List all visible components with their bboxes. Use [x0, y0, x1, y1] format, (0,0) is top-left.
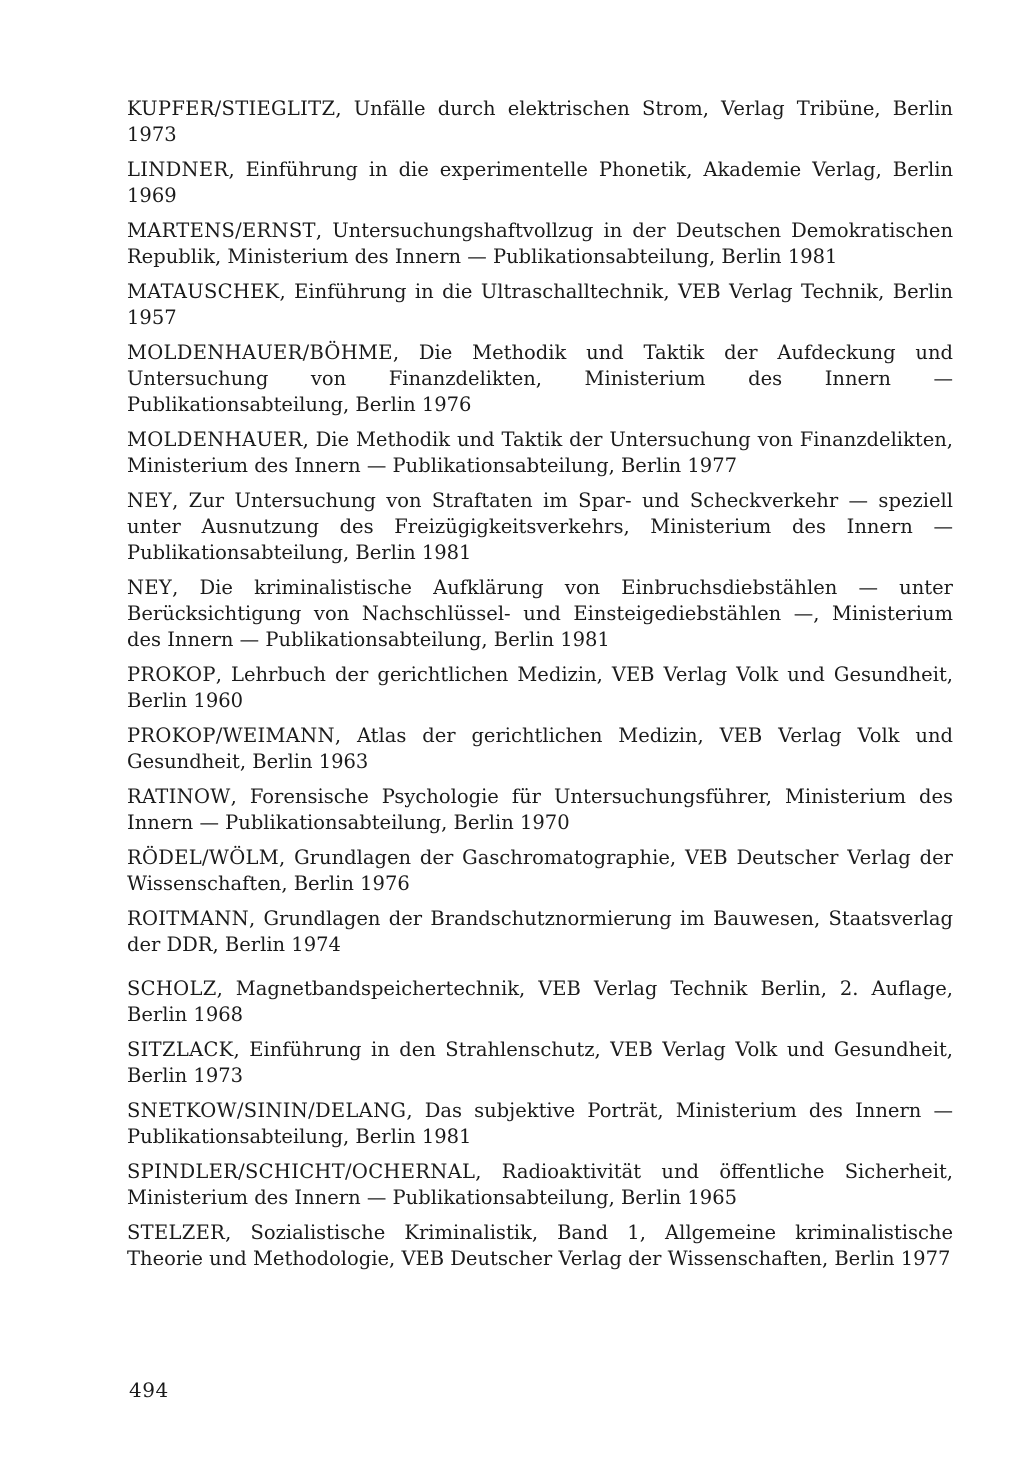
entry-title: Magnetbandspeichertechnik, VEB Verlag Technik Berlin, 2. Auflage, Berlin 1968: [127, 977, 953, 1026]
entry-author: RATINOW: [127, 785, 231, 808]
entry-author: SNETKOW/SININ/DELANG: [127, 1099, 407, 1122]
bibliography-entry: MOLDENHAUER/BÖHME, Die Methodik und Taktik der Aufdeckung und Untersuchung von Finanzdelikten, Ministerium des Innern — Publikationsabteilung, Berlin 1976: [127, 341, 953, 416]
bibliography-entry: SITZLACK, Einführung in den Strahlenschutz, VEB Verlag Volk und Gesundheit, Berlin 1973: [127, 1038, 953, 1087]
bibliography-entry: SNETKOW/SININ/DELANG, Das subjektive Porträt, Ministerium des Innern — Publikationsabteilung, Berlin 1981: [127, 1099, 953, 1148]
entry-author: RÖDEL/WÖLM: [127, 846, 280, 869]
bibliography-entry: MARTENS/ERNST, Untersuchungshaftvollzug in der Deutschen Demokratischen Republik, Ministerium des Innern — Publikationsabteilung, Berlin 1981: [127, 219, 953, 268]
entry-author: MOLDENHAUER/BÖHME: [127, 341, 393, 364]
entry-author: PROKOP: [127, 663, 216, 686]
entry-author: MATAUSCHEK: [127, 280, 280, 303]
entry-author: STELZER: [127, 1221, 226, 1244]
entry-title: Einführung in die Ultraschalltechnik, VEB Verlag Technik, Berlin 1957: [127, 280, 953, 329]
entry-author: LINDNER: [127, 158, 229, 181]
entry-title: Das subjektive Porträt, Ministerium des Innern — Publikationsabteilung, Berlin 1981: [127, 1099, 953, 1148]
entry-author: NEY: [127, 489, 173, 512]
entry-author: NEY: [127, 576, 173, 599]
entry-author: SITZLACK: [127, 1038, 234, 1061]
entry-author: ROITMANN: [127, 907, 249, 930]
bibliography-list: [127, 96, 953, 1281]
entry-author: SPINDLER/SCHICHT/OCHERNAL: [127, 1160, 476, 1183]
bibliography-entry: MOLDENHAUER, Die Methodik und Taktik der Untersuchung von Finanzdelikten, Ministerium des Innern — Publikationsabteilung, Berlin 1977: [127, 428, 953, 477]
entry-title: Forensische Psychologie für Untersuchungsführer, Ministerium des Innern — Publikationsabteilung, Berlin 1970: [127, 785, 953, 834]
bibliography-entry: NEY, Zur Untersuchung von Straftaten im Spar- und Scheckverkehr — speziell unter Ausnutzung des Freizügigkeitsverkehrs, Ministerium des Innern — Publikationsabteilung, Berlin 1981: [127, 489, 953, 564]
entry-title: Zur Untersuchung von Straftaten im Spar- und Scheckverkehr — speziell unter Ausnutzung des Freizügigkeitsverkehrs, Ministerium des Innern — Publikationsabteilung, Berlin 1981: [127, 489, 953, 564]
entry-author: MOLDENHAUER: [127, 428, 303, 451]
entry-title: Einführung in die experimentelle Phonetik, Akademie Verlag, Berlin 1969: [127, 158, 953, 207]
bibliography-entry: ROITMANN, Grundlagen der Brandschutznormierung im Bauwesen, Staatsverlag der DDR, Berlin 1974: [127, 907, 953, 956]
entry-title: Untersuchungshaftvollzug in der Deutschen Demokratischen Republik, Ministerium des Innern — Publikationsabteilung, Berlin 1981: [127, 219, 953, 268]
bibliography-entry: MATAUSCHEK, Einführung in die Ultraschalltechnik, VEB Verlag Technik, Berlin 1957: [127, 280, 953, 329]
entry-title: Grundlagen der Gaschromatographie, VEB Deutscher Verlag der Wissenschaften, Berlin 1976: [127, 846, 953, 895]
entry-title: Einführung in den Strahlenschutz, VEB Verlag Volk und Gesundheit, Berlin 1973: [127, 1038, 953, 1087]
entry-title: Sozialistische Kriminalistik, Band 1, Allgemeine kriminalistische Theorie und Methodologie, VEB Deutscher Verlag der Wissenschaften, Berlin 1977: [127, 1221, 953, 1270]
entry-author: MARTENS/ERNST: [127, 219, 316, 242]
entry-title: Lehrbuch der gerichtlichen Medizin, VEB Verlag Volk und Gesundheit, Berlin 1960: [127, 663, 953, 712]
page-number: 494: [129, 1378, 169, 1402]
entry-title: Atlas der gerichtlichen Medizin, VEB Verlag Volk und Gesundheit, Berlin 1963: [127, 724, 953, 773]
bibliography-entry: RÖDEL/WÖLM, Grundlagen der Gaschromatographie, VEB Deutscher Verlag der Wissenschaften, Berlin 1976: [127, 846, 953, 895]
bibliography-entry: PROKOP/WEIMANN, Atlas der gerichtlichen Medizin, VEB Verlag Volk und Gesundheit, Berlin 1963: [127, 724, 953, 773]
entry-title: Grundlagen der Brandschutznormierung im Bauwesen, Staatsverlag der DDR, Berlin 1974: [127, 907, 953, 956]
bibliography-entry: KUPFER/STIEGLITZ, Unfälle durch elektrischen Strom, Verlag Tribüne, Berlin 1973: [127, 97, 953, 146]
bibliography-entry: STELZER, Sozialistische Kriminalistik, Band 1, Allgemeine kriminalistische Theorie und Methodologie, VEB Deutscher Verlag der Wissenschaften, Berlin 1977: [127, 1221, 953, 1270]
entry-title: Unfälle durch elektrischen Strom, Verlag Tribüne, Berlin 1973: [127, 97, 953, 146]
entry-title: Die kriminalistische Aufklärung von Einbruchsdiebstählen — unter Berücksichtigung von Nachschlüssel- und Einsteigediebstählen —, Ministerium des Innern — Publikationsabteilung, Berlin 1981: [127, 576, 954, 651]
entry-title: Die Methodik und Taktik der Untersuchung von Finanzdelikten, Ministerium des Innern — Publikationsabteilung, Berlin 1977: [127, 428, 953, 477]
entry-title: Radioaktivität und öffentliche Sicherheit, Ministerium des Innern — Publikationsabteilung, Berlin 1965: [127, 1160, 953, 1209]
entry-author: SCHOLZ: [127, 977, 217, 1000]
bibliography-entry: LINDNER, Einführung in die experimentelle Phonetik, Akademie Verlag, Berlin 1969: [127, 158, 953, 207]
bibliography-entry: PROKOP, Lehrbuch der gerichtlichen Medizin, VEB Verlag Volk und Gesundheit, Berlin 1960: [127, 663, 953, 712]
bibliography-entry: SPINDLER/SCHICHT/OCHERNAL, Radioaktivität und öffentliche Sicherheit, Ministerium des Innern — Publikationsabteilung, Berlin 1965: [127, 1160, 953, 1209]
entry-title: Die Methodik und Taktik der Aufdeckung und Untersuchung von Finanzdelikten, Ministerium des Innern — Publikationsabteilung, Berlin 1976: [127, 341, 953, 416]
bibliography-entry: SCHOLZ, Magnetbandspeichertechnik, VEB Verlag Technik Berlin, 2. Auflage, Berlin 1968: [127, 977, 953, 1026]
entry-author: PROKOP/WEIMANN: [127, 724, 335, 747]
bibliography-entry: NEY, Die kriminalistische Aufklärung von Einbruchsdiebstählen — unter Berücksichtigung von Nachschlüssel- und Einsteigediebstählen —, Ministerium des Innern — Publikationsabteilung, Berlin 1981: [127, 576, 954, 651]
entry-author: KUPFER/STIEGLITZ: [127, 97, 336, 120]
bibliography-entry: RATINOW, Forensische Psychologie für Untersuchungsführer, Ministerium des Innern — Publikationsabteilung, Berlin 1970: [127, 785, 953, 834]
